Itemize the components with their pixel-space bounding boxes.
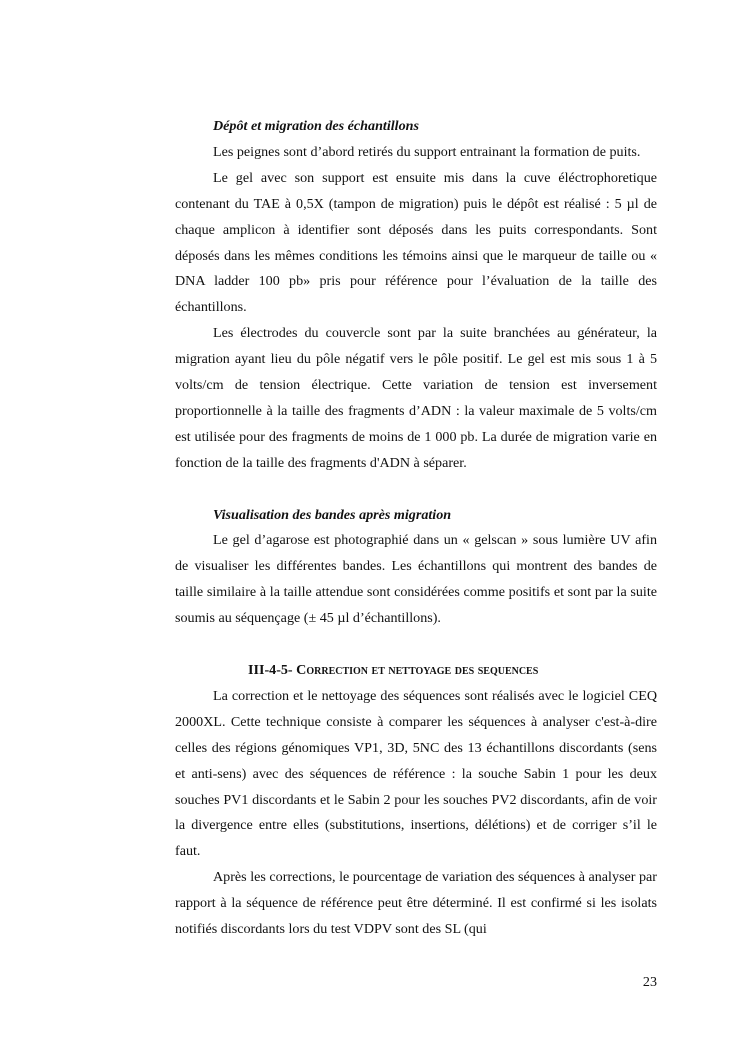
document-page xyxy=(175,114,657,943)
spacer xyxy=(175,632,657,658)
paragraph: Après les corrections, le pourcentage de variation des séquences à analyser par rapport à la séquence de référence peut être déterminé. Il est confirmé si les isolats notifiés discordants lors du test VDPV sont des SL (qui xyxy=(175,869,657,938)
paragraph: Les électrodes du couvercle sont par la suite branchées au générateur, la migration ayant lieu du pôle négatif vers le pôle positif. Le gel est mis sous 1 à 5 volts/cm de tension électrique. Cette variation de tension est inversement proportionnelle à la taille des fragments d’ADN : la valeur maximale de 5 volts/cm est utilisée pour des fragments de moins de 1 000 pb. La durée de migration varie en fonction de la taille des fragments d'ADN à séparer. xyxy=(175,325,657,471)
section-title: Correction et nettoyage des sequences xyxy=(296,662,539,678)
spacer xyxy=(175,477,657,503)
section-heading xyxy=(175,658,657,684)
paragraph: Les peignes sont d’abord retirés du support entrainant la formation de puits. xyxy=(213,143,641,160)
paragraph: La correction et le nettoyage des séquences sont réalisés avec le logiciel CEQ 2000XL. Cette technique consiste à comparer les séquences à analyser c'est-à-dire celles des régions génomiques VP1, 3D, 5NC des 13 échantillons discordants (sens et anti-sens) avec des séquences de référence : la souche Sabin 1 pour les deux souches PV1 discordants et le Sabin 2 pour les souches PV2 discordants, afin de voir la divergence entre elles (substitutions, insertions, délétions) et de corriger s’il le faut. xyxy=(175,687,657,860)
section-number: III-4-5- xyxy=(248,662,293,678)
subsection-heading-visualisation: Visualisation des bandes après migration xyxy=(213,506,452,523)
page-number: 23 xyxy=(642,974,657,990)
paragraph: Le gel d’agarose est photographié dans un « gelscan » sous lumière UV afin de visualiser les différentes bandes. Les échantillons qui montrent des bandes de taille similaire à la taille attendue sont considérées comme positifs et sont par la suite soumis au séquençage (± 45 µl d’échantillons). xyxy=(175,532,657,627)
paragraph: Le gel avec son support est ensuite mis dans la cuve éléctrophoretique contenant du TAE à 0,5X (tampon de migration) puis le dépôt est réalisé : 5 µl de chaque amplicon à identifier sont déposés dans les puits correspondants. Sont déposés dans les mêmes conditions les témoins ainsi que le marqueur de taille ou « DNA ladder 100 pb» pris pour référence pour l’évaluation de la taille des échantillons. xyxy=(175,169,657,316)
subsection-heading-depot: Dépôt et migration des échantillons xyxy=(213,118,419,134)
